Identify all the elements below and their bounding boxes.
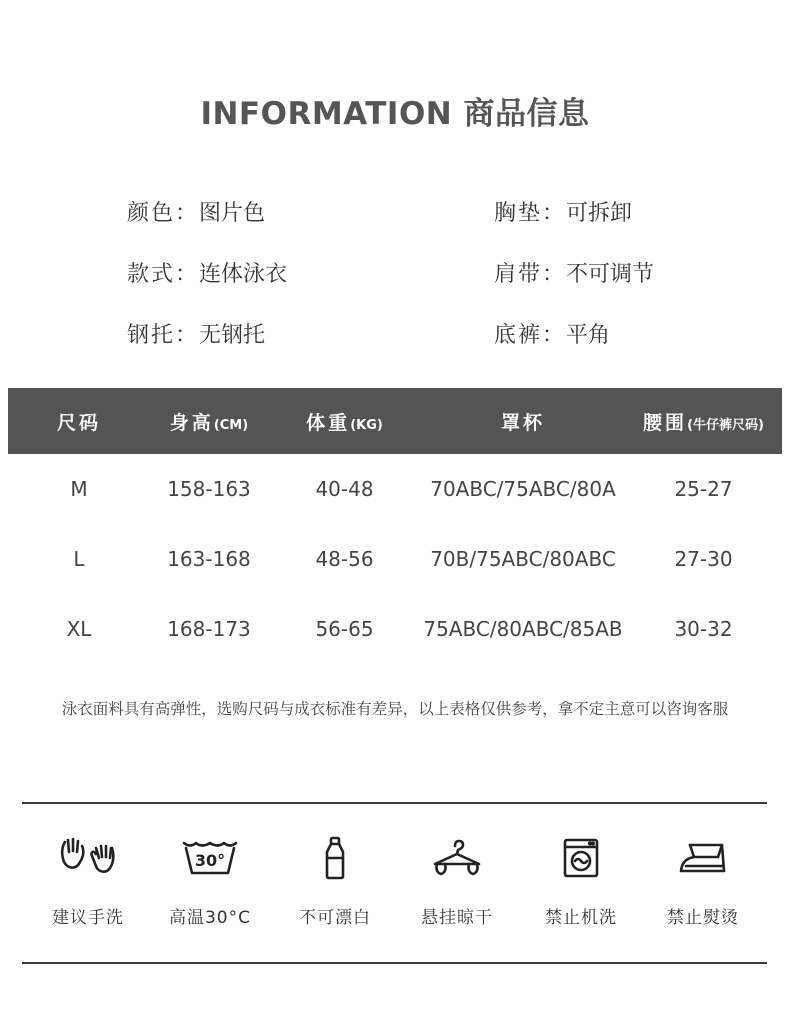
table-row — [8, 594, 782, 664]
care-label: 禁止机洗 — [545, 908, 617, 928]
cell-height: 158-163 — [167, 477, 251, 501]
attr-value: 不可调节 — [566, 262, 655, 287]
cell-weight: 40-48 — [315, 477, 374, 501]
size-table-header — [8, 388, 782, 454]
wash-30-icon — [150, 835, 270, 881]
attr-value: 可拆卸 — [566, 201, 633, 226]
header-unit: (KG) — [350, 417, 383, 433]
attr-value: 图片色 — [199, 201, 266, 226]
header-size: 尺码 — [56, 411, 101, 434]
care-item — [28, 835, 148, 928]
care-label: 建议手洗 — [52, 908, 124, 928]
header-waist: 腰围(牛仔裤尺码) — [643, 411, 764, 434]
cell-height: 168-173 — [167, 617, 251, 641]
attr-pad — [494, 196, 632, 227]
no-iron-icon — [643, 835, 763, 881]
care-item — [397, 835, 517, 928]
attr-style — [127, 257, 287, 288]
attr-value: 平角 — [566, 323, 611, 348]
cell-size: M — [70, 477, 88, 501]
care-item — [643, 835, 763, 928]
header-unit: (CM) — [213, 417, 249, 433]
care-item — [150, 835, 270, 928]
attr-key: 颜色： — [127, 201, 200, 226]
care-label: 禁止熨烫 — [667, 908, 739, 928]
care-label: 高温30°C — [168, 908, 251, 928]
cell-size: L — [73, 547, 85, 571]
divider-bottom — [22, 962, 767, 964]
attr-value: 连体泳衣 — [199, 262, 288, 287]
table-row — [8, 454, 782, 524]
care-label: 悬挂晾干 — [421, 908, 493, 928]
attr-color — [127, 196, 265, 227]
attr-key: 胸垫： — [494, 201, 567, 226]
care-item — [521, 835, 641, 928]
hang-dry-icon — [397, 835, 517, 881]
header-height: 身高(CM) — [169, 411, 249, 434]
cell-weight: 56-65 — [315, 617, 374, 641]
no-machine-wash-icon — [521, 835, 641, 881]
attr-key: 肩带： — [494, 262, 567, 287]
svg-text:30°: 30° — [194, 851, 226, 870]
cell-size: XL — [66, 617, 92, 641]
cell-cup: 70B/75ABC/80ABC — [430, 547, 616, 571]
cell-waist: 25-27 — [674, 477, 733, 501]
attr-value: 无钢托 — [199, 323, 266, 348]
table-row — [8, 524, 782, 594]
attr-bottom — [494, 318, 610, 349]
cell-cup: 70ABC/75ABC/80A — [430, 477, 616, 501]
care-item — [275, 835, 395, 928]
size-table — [8, 388, 782, 664]
hand-wash-icon — [28, 835, 148, 881]
cell-waist: 27-30 — [674, 547, 733, 571]
header-weight: 体重(KG) — [306, 411, 383, 434]
cell-height: 163-168 — [167, 547, 251, 571]
cell-cup: 75ABC/80ABC/85AB — [423, 617, 623, 641]
attr-key: 款式： — [127, 262, 200, 287]
care-label: 不可漂白 — [299, 908, 371, 928]
size-note: 泳衣面料具有高弹性，选购尺码与成衣标准有差异，以上表格仅供参考，拿不定主意可以咨询客服 — [61, 700, 729, 718]
page-title: INFORMATION 商品信息 — [200, 96, 590, 132]
attr-strap — [494, 257, 654, 288]
cell-waist: 30-32 — [674, 617, 733, 641]
header-unit: (牛仔裤尺码) — [687, 417, 764, 433]
attr-key: 底裤： — [494, 323, 567, 348]
cell-weight: 48-56 — [315, 547, 374, 571]
header-cup: 罩杯 — [500, 411, 545, 434]
attr-underwire — [127, 318, 265, 349]
attr-key: 钢托： — [127, 323, 200, 348]
divider-top — [22, 802, 767, 804]
no-bleach-icon — [275, 835, 395, 881]
